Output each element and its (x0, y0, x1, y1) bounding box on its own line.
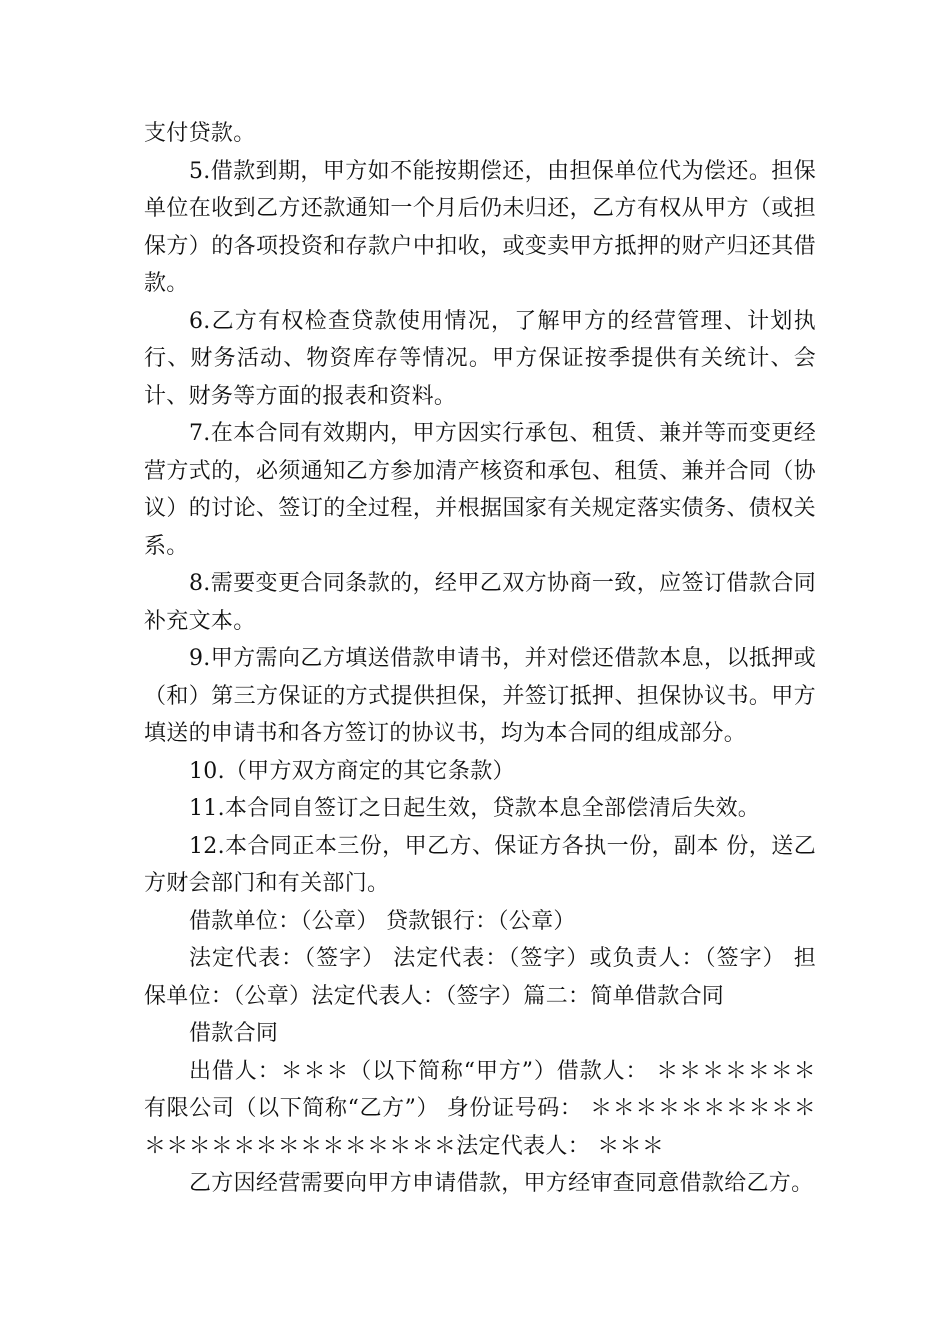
clause-8: 8.需要变更合同条款的，经甲乙双方协商一致，应签订借款合同补充文本。 (144, 571, 816, 634)
section-title: 借款合同 (189, 1021, 279, 1046)
document-body (144, 115, 816, 1203)
clause-7: 7.在本合同有效期内，甲方因实行承包、租赁、兼并等而变更经营方式的，必须通知乙方参加清产核资和承包、租赁、兼并合同（协议）的讨论、签订的全过程，并根据国家有关规定落实债务、债权关系。 (144, 421, 816, 559)
signature-line-representatives: 法定代表：（签字） 法定代表：（签字）或负责人：（签字） 担保单位：（公章）法定代表人：（签字）篇二：简单借款合同 (144, 946, 816, 1009)
clause-9: 9.甲方需向乙方填送借款申请书，并对偿还借款本息，以抵押或（和）第三方保证的方式提供担保，并签订抵押、担保协议书。甲方填送的申请书和各方签订的协议书，均为本合同的组成部分。 (144, 646, 816, 746)
clause-6: 6.乙方有权检查贷款使用情况，了解甲方的经营管理、计划执行、财务活动、物资库存等情况。甲方保证按季提供有关统计、会计、财务等方面的报表和资料。 (144, 308, 816, 409)
parties-paragraph: 出借人：＊＊＊（以下简称“甲方”）借款人： ＊＊＊＊＊＊＊有限公司（以下简称“乙方”） 身份证号码： ＊＊＊＊＊＊＊＊＊＊＊＊＊＊＊＊＊＊＊＊＊＊＊＊法定代表人： ＊＊＊ (144, 1058, 816, 1159)
clause-11: 11.本合同自签订之日起生效，贷款本息全部偿清后失效。 (189, 796, 761, 821)
clause-12: 12.本合同正本三份，甲乙方、保证方各执一份，副本 份，送乙方财会部门和有关部门。 (144, 833, 816, 896)
paragraph-continuation: 支付贷款。 (144, 121, 256, 146)
signature-line-seals: 借款单位：（公章） 贷款银行：（公章） (189, 908, 576, 934)
intro-paragraph: 乙方因经营需要向甲方申请借款，甲方经审查同意借款给乙方。 (189, 1171, 814, 1196)
clause-10: 10.（甲方双方商定的其它条款） (189, 758, 515, 784)
clause-5: 5.借款到期，甲方如不能按期偿还，由担保单位代为偿还。担保单位在收到乙方还款通知一个月后仍未归还，乙方有权从甲方（或担保方）的各项投资和存款户中扣收，或变卖甲方抵押的财产归还其借款。 (144, 158, 816, 296)
